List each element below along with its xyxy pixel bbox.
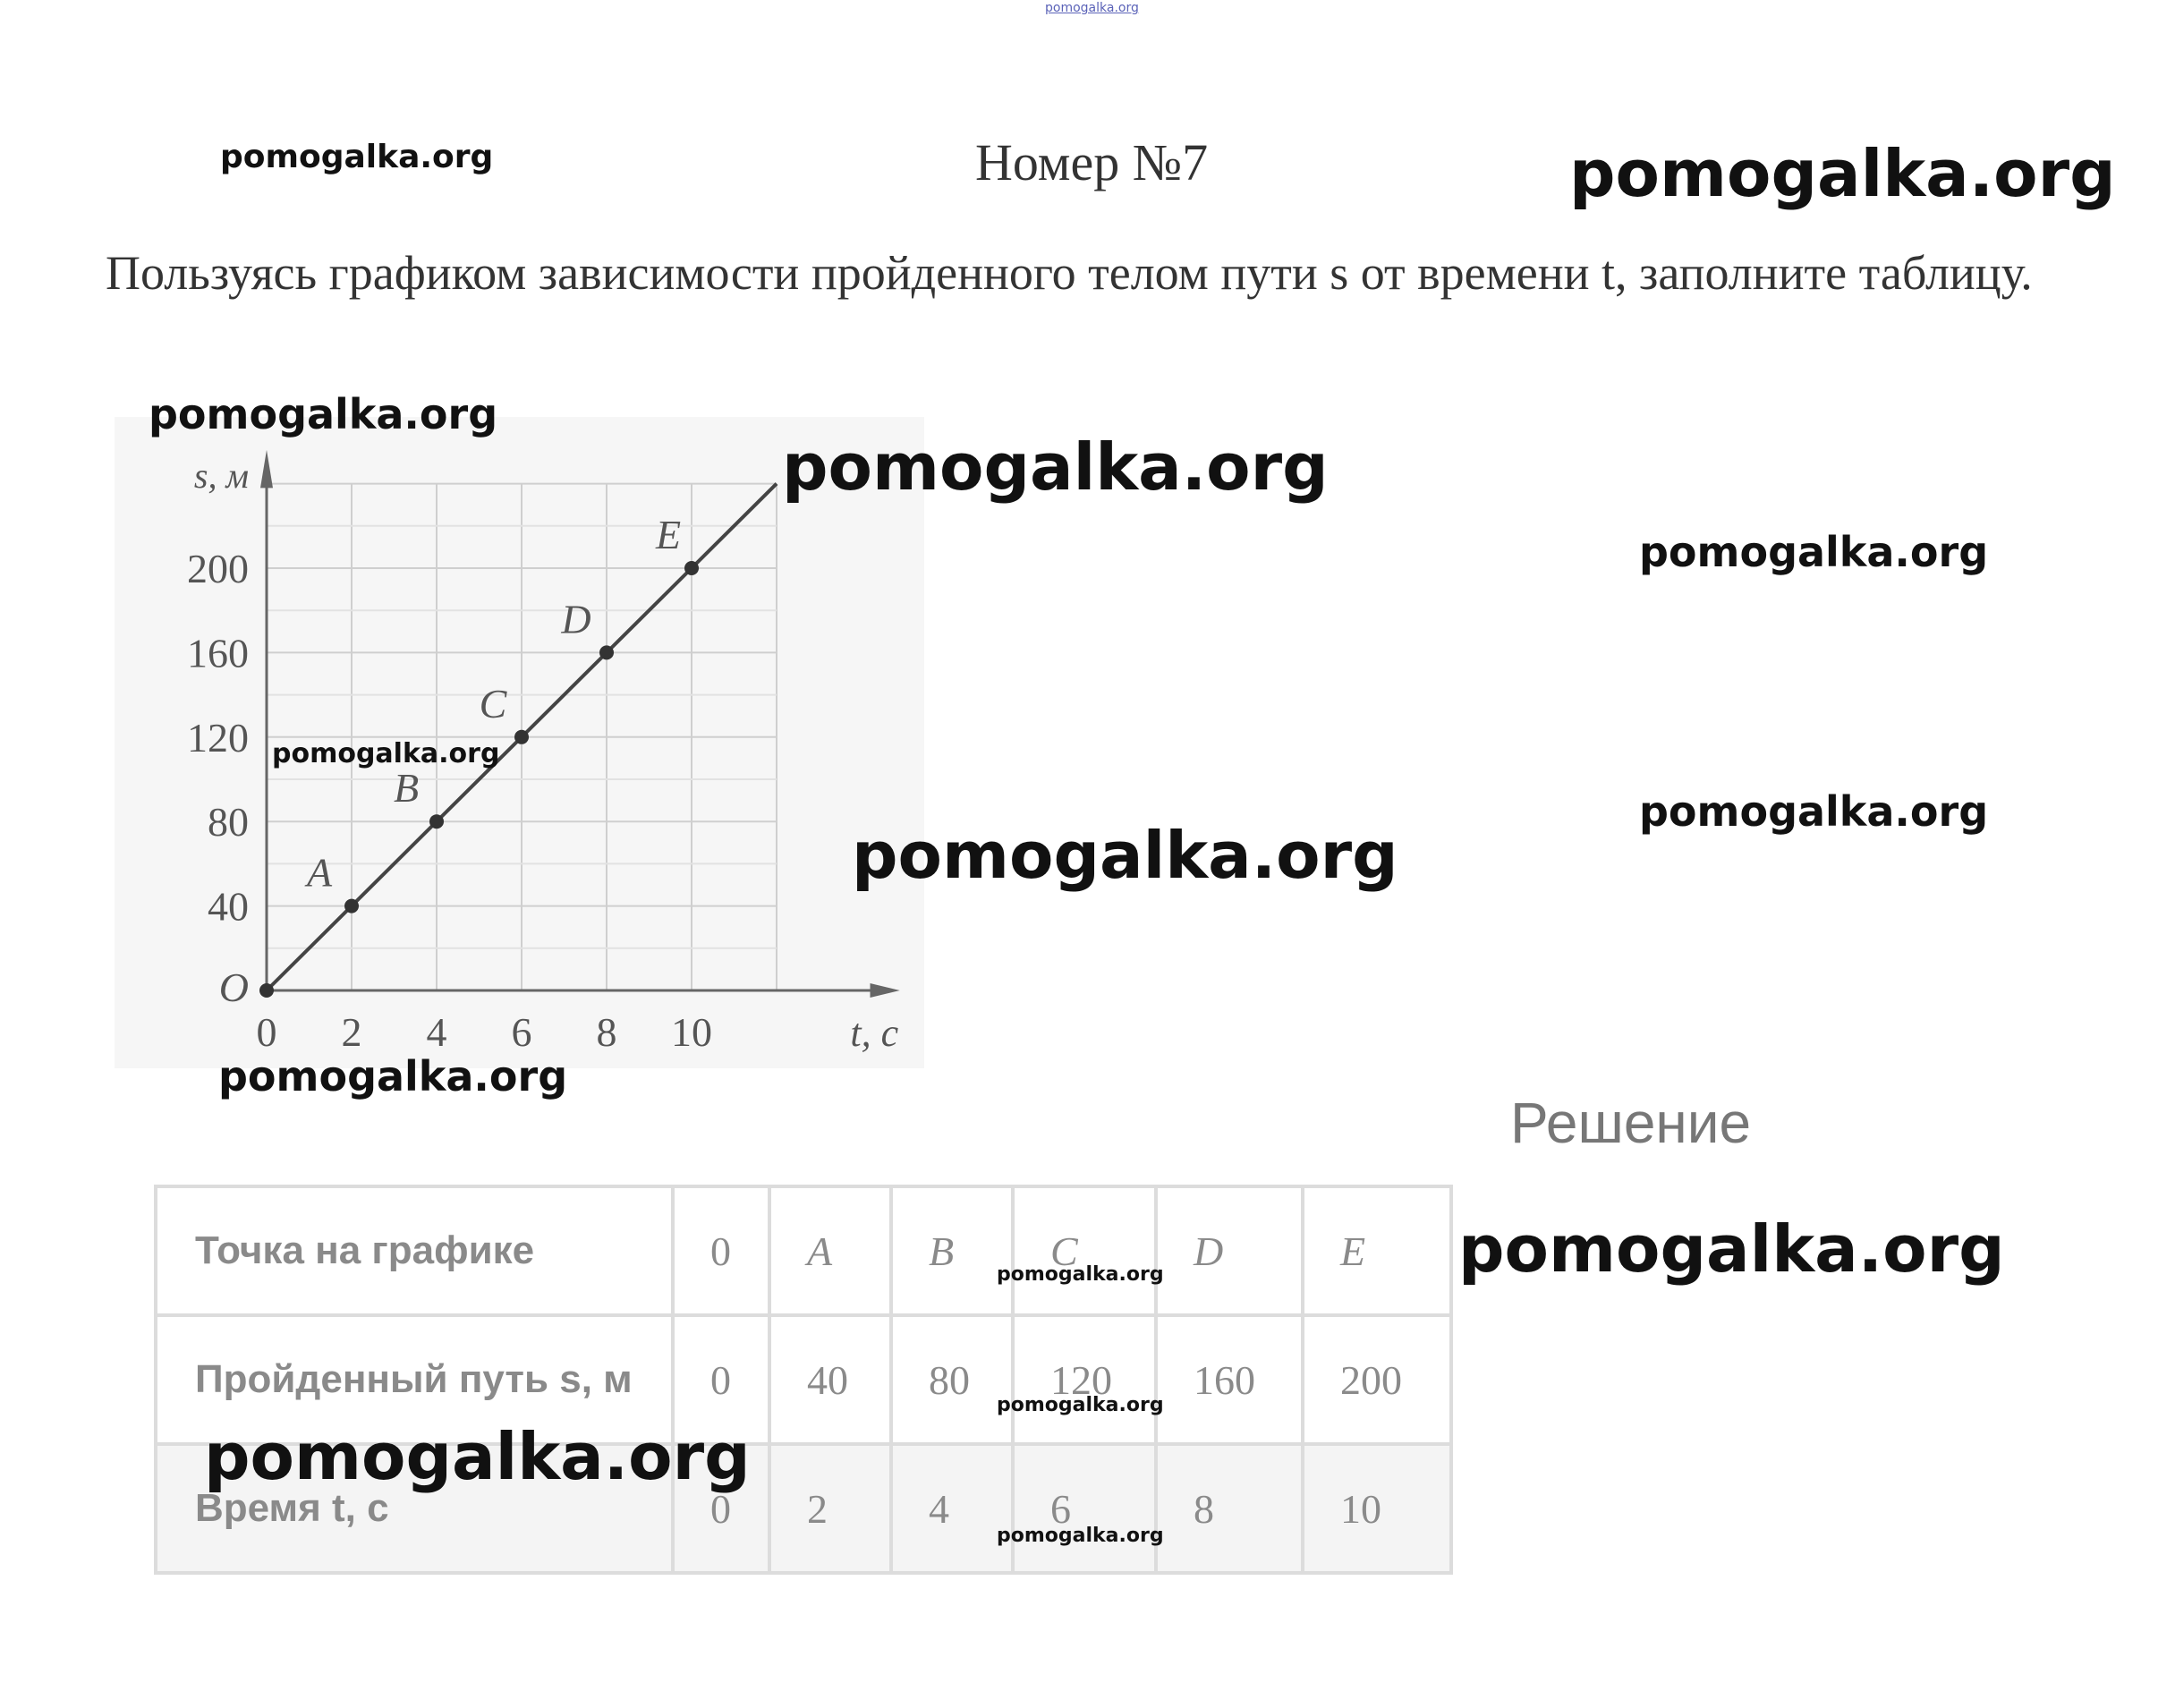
watermark-right-2: pomogalka.org bbox=[1639, 787, 1989, 836]
table-cell: C bbox=[1013, 1186, 1156, 1315]
x-tick-label: 10 bbox=[671, 1009, 712, 1055]
table-row-points bbox=[156, 1186, 1451, 1315]
table-row-head: Точка на графике bbox=[156, 1186, 673, 1315]
task-text: Пользуясь графиком зависимости пройденного телом пути s от времени t, заполните таблицу. bbox=[106, 246, 2033, 300]
data-point bbox=[259, 983, 274, 998]
table-cell: 8 bbox=[1156, 1444, 1303, 1573]
watermark-right-1: pomogalka.org bbox=[1639, 528, 1989, 576]
y-axis-arrow bbox=[260, 450, 273, 488]
y-tick-label: 80 bbox=[208, 799, 249, 846]
table-cell: 0 bbox=[673, 1315, 769, 1444]
x-tick-label: 6 bbox=[511, 1009, 532, 1055]
point-label: C bbox=[479, 680, 507, 727]
watermark-graph-mid-right: pomogalka.org bbox=[852, 818, 1398, 893]
x-tick-label: 0 bbox=[256, 1009, 277, 1055]
watermark-graph-inner: pomogalka.org bbox=[272, 738, 500, 769]
y-tick-label: 200 bbox=[187, 546, 249, 591]
watermark-table-cell-1: pomogalka.org bbox=[997, 1263, 1164, 1286]
table-row-head: Пройденный путь s, м bbox=[156, 1315, 673, 1444]
distance-time-chart bbox=[115, 417, 924, 1068]
y-tick-label: 120 bbox=[187, 714, 249, 761]
watermark-graph-bottom: pomogalka.org bbox=[218, 1052, 568, 1100]
origin-label: O bbox=[218, 964, 249, 1010]
table-row-head: Время t, с bbox=[156, 1444, 673, 1573]
data-point bbox=[599, 645, 614, 659]
table-cell: 6 bbox=[1013, 1444, 1156, 1573]
table-cell: 10 bbox=[1303, 1444, 1451, 1573]
table-cell: 2 bbox=[769, 1444, 891, 1573]
watermark-table-right: pomogalka.org bbox=[1458, 1211, 2005, 1287]
watermark-table-cell-3: pomogalka.org bbox=[997, 1525, 1164, 1547]
page-title: Номер №7 bbox=[975, 133, 1209, 191]
y-tick-label: 40 bbox=[208, 883, 249, 930]
table-cell: D bbox=[1156, 1186, 1303, 1315]
solution-heading: Решение bbox=[1510, 1091, 1752, 1155]
data-point bbox=[344, 899, 359, 913]
watermark-graph-top-left: pomogalka.org bbox=[149, 390, 498, 438]
watermark-table-cell-2: pomogalka.org bbox=[997, 1394, 1164, 1416]
x-tick-label: 8 bbox=[596, 1009, 617, 1055]
table-cell: 120 bbox=[1013, 1315, 1156, 1444]
point-label: E bbox=[655, 512, 682, 557]
watermark-table-left: pomogalka.org bbox=[204, 1419, 751, 1494]
watermark-top[interactable]: pomogalka.org bbox=[1045, 1, 1139, 15]
watermark-header-right: pomogalka.org bbox=[1569, 136, 2116, 211]
data-point bbox=[684, 561, 699, 575]
watermark-graph-top-right: pomogalka.org bbox=[782, 429, 1329, 505]
x-tick-label: 2 bbox=[341, 1009, 362, 1055]
x-axis-label: t, с bbox=[850, 1011, 899, 1055]
watermark-header-left: pomogalka.org bbox=[220, 139, 494, 175]
table-cell: A bbox=[769, 1186, 891, 1315]
table-cell: 80 bbox=[891, 1315, 1013, 1444]
chart-axes bbox=[260, 450, 900, 998]
table-cell: 200 bbox=[1303, 1315, 1451, 1444]
point-label: D bbox=[561, 596, 591, 642]
point-label: B bbox=[393, 765, 420, 812]
x-tick-label: 4 bbox=[426, 1009, 447, 1055]
table-cell: B bbox=[891, 1186, 1013, 1315]
data-point bbox=[514, 730, 529, 744]
y-tick-label: 160 bbox=[187, 630, 249, 676]
y-axis-label: s, м bbox=[193, 455, 249, 497]
table-cell: 40 bbox=[769, 1315, 891, 1444]
table-cell: 0 bbox=[673, 1444, 769, 1573]
data-point bbox=[429, 814, 444, 829]
table-cell: E bbox=[1303, 1186, 1451, 1315]
answer-table bbox=[154, 1185, 1453, 1575]
table-cell: 4 bbox=[891, 1444, 1013, 1573]
table-cell: 160 bbox=[1156, 1315, 1303, 1444]
x-axis-arrow bbox=[871, 983, 900, 998]
point-label: A bbox=[306, 849, 333, 896]
table-cell: 0 bbox=[673, 1186, 769, 1315]
